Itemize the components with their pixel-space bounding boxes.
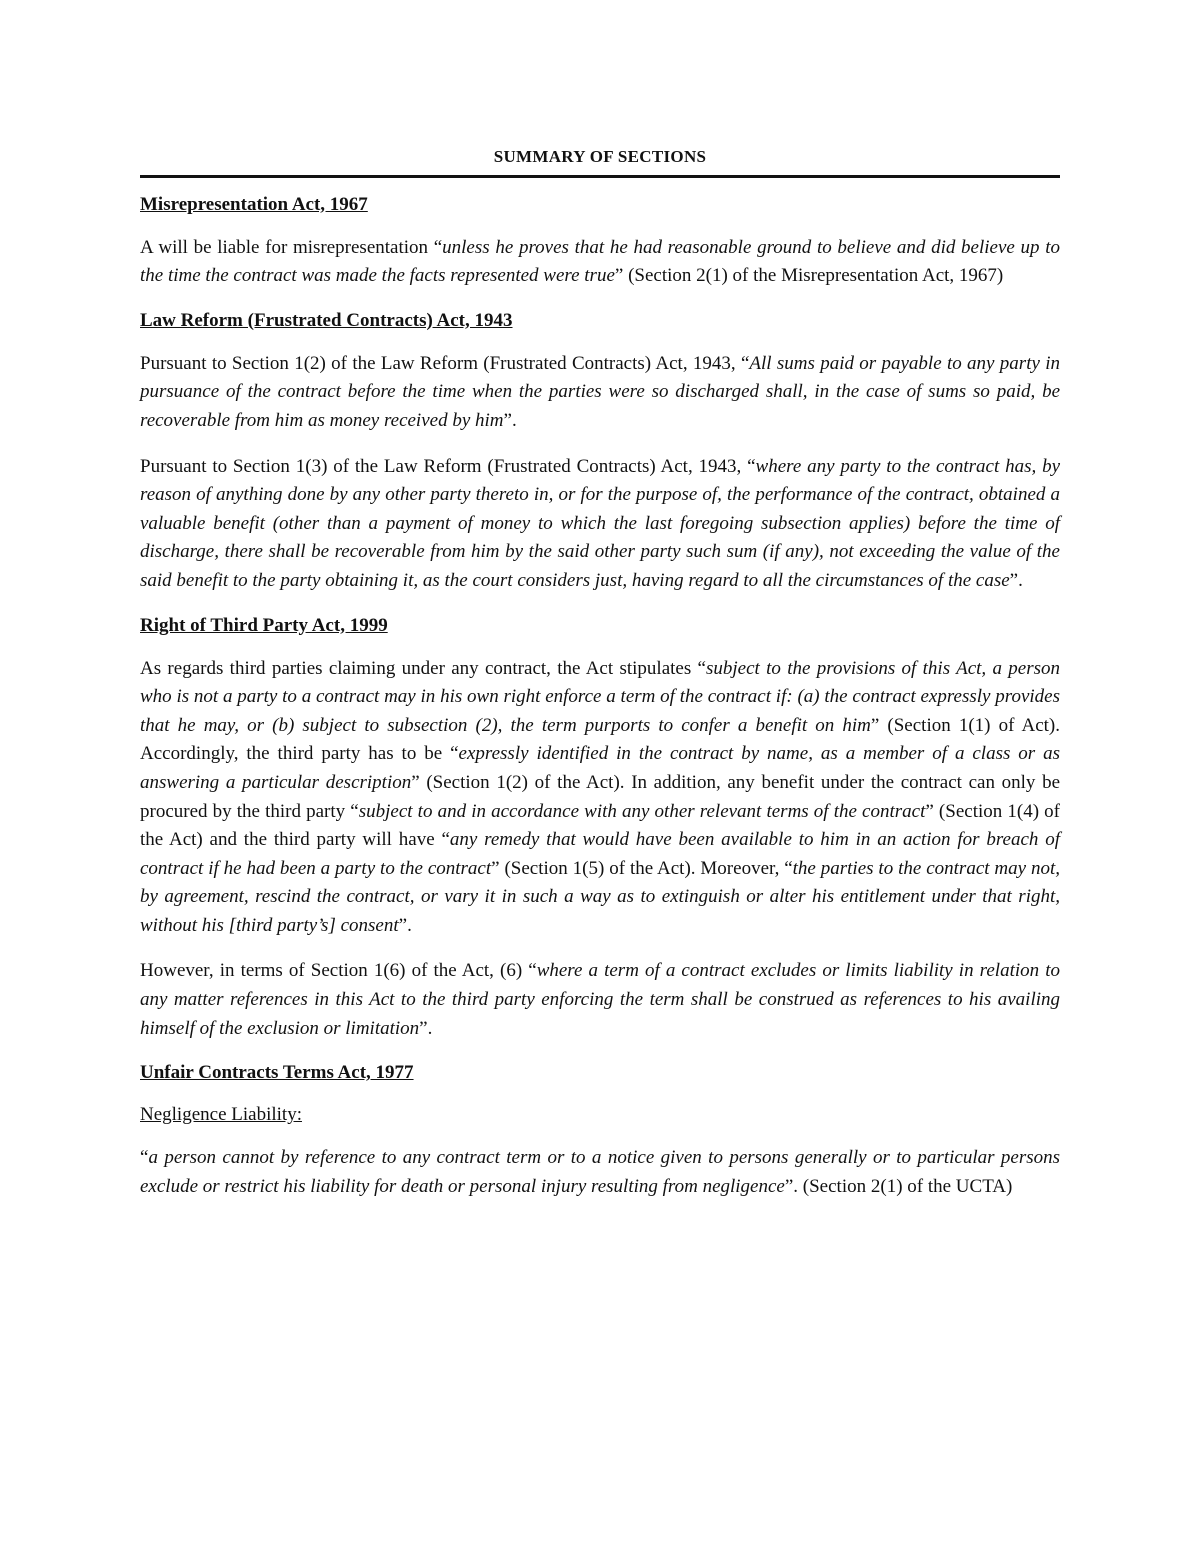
section-subheading: Negligence Liability: <box>140 1104 302 1126</box>
paragraph-text: As regards third parties claiming under any contract, the Act stipulates “ <box>140 657 706 679</box>
paragraph-text: ” (Section 1(4) of the Act) and the third party will have “ <box>140 800 1060 851</box>
paragraph-text: ” (Section 1(1) of Act). Accordingly, the third party has to be “ <box>140 714 1060 765</box>
paragraph-text: “ <box>140 1147 149 1169</box>
section-heading: Misrepresentation Act, 1967 <box>140 193 368 215</box>
quoted-text: expressly identified in the contract by name, as a member of a class or as answering a particular description <box>140 743 1060 793</box>
quoted-text: any remedy that would have been available to him in an action for breach of contract if he had been a party to the contract <box>140 829 1060 879</box>
paragraph-text: Pursuant to Section 1(3) of the Law Reform (Frustrated Contracts) Act, 1943, “ <box>140 455 756 477</box>
quoted-text: where a term of a contract excludes or limits liability in relation to any matter references in this Act to the third party enforcing the term shall be construed as references to his availing himself of the exclusion or limitation <box>140 960 1060 1039</box>
quoted-text: subject to the provisions of this Act, a person who is not a party to a contract may in his own right enforce a term of the contract if: (a) the contract expressly provides that he may, or (b) subject to subsection (2), the term purports to confer a benefit on him <box>140 657 1061 736</box>
document-page <box>140 143 1060 1218</box>
quoted-text: where any party to the contract has, by reason of anything done by any other party thereto in, or for the purpose of, the performance of the contract, obtained a valuable benefit (other than a payment of money to which the last foregoing subsection applies) before the time of discharge, there shall be recoverable from him by the said other party such sum (if any), not exceeding the value of the said benefit to the party obtaining it, as the court considers just, having regard to all the circumstances of the case <box>140 455 1061 591</box>
section-heading: Unfair Contracts Terms Act, 1977 <box>140 1062 414 1084</box>
quoted-text: a person cannot by reference to any contract term or to a notice given to persons generally or to particular persons exclude or restrict his liability for death or personal injury resulting from negligence <box>140 1147 1060 1197</box>
paragraph-text: Pursuant to Section 1(2) of the Law Reform (Frustrated Contracts) Act, 1943, “ <box>140 352 750 374</box>
paragraph-text: However, in terms of Section 1(6) of the Act, (6) “ <box>140 960 537 982</box>
body-paragraph <box>140 655 1060 941</box>
paragraph-text: ” (Section 2(1) of the Misrepresentation Act, 1967) <box>614 265 1004 287</box>
paragraph-text: ”. <box>398 914 412 936</box>
quoted-text: All sums paid or payable to any party in pursuance of the contract before the time when the parties were so discharged shall, in the case of sums so paid, be recoverable from him as money received by him <box>140 352 1061 431</box>
quoted-text: subject to and in accordance with any other relevant terms of the contract <box>358 800 926 822</box>
body-paragraph <box>140 234 1060 291</box>
section-heading: Right of Third Party Act, 1999 <box>140 614 388 636</box>
paragraph-text: ” (Section 1(2) of the Act). In addition, any benefit under the contract can only be procured by the third party “ <box>140 771 1060 822</box>
body-paragraph <box>140 957 1060 1043</box>
paragraph-text: ”. <box>419 1017 433 1039</box>
body-paragraph <box>140 453 1060 596</box>
document-body <box>140 192 1060 1202</box>
quoted-text: unless he proves that he had reasonable ground to believe and did believe up to the time the contract was made the facts represented were true <box>140 236 1060 287</box>
document-title <box>140 143 1060 178</box>
paragraph-text: ”. <box>1009 569 1023 591</box>
document-title-text: SUMMARY OF SECTIONS <box>493 147 707 166</box>
paragraph-text: ”. (Section 2(1) of the UCTA) <box>784 1175 1013 1197</box>
body-paragraph <box>140 1144 1060 1201</box>
paragraph-text: A will be liable for misrepresentation “ <box>140 236 443 258</box>
paragraph-text: ” (Section 1(5) of the Act). Moreover, “ <box>491 857 793 879</box>
section-heading: Law Reform (Frustrated Contracts) Act, 1943 <box>140 309 513 331</box>
quoted-text: the parties to the contract may not, by agreement, rescind the contract, or vary it in such a way as to extinguish or alter his entitlement under that right, without his [third party’s] consent <box>140 857 1061 936</box>
paragraph-text: ”. <box>503 409 517 431</box>
body-paragraph <box>140 350 1060 436</box>
